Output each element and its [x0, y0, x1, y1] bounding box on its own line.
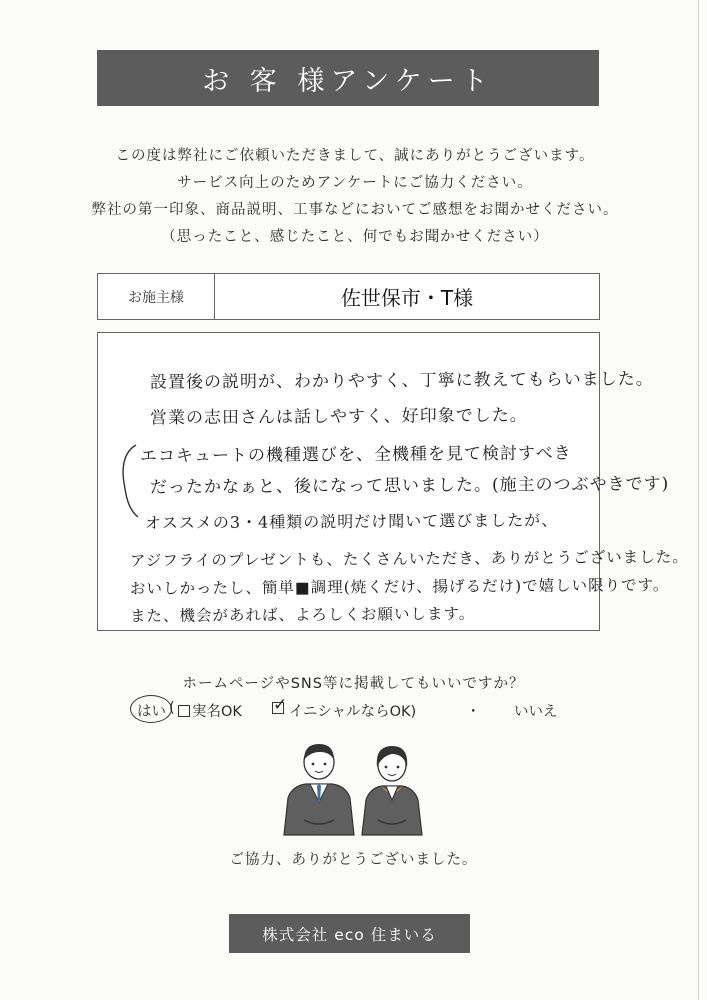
- separator: ・: [466, 704, 481, 720]
- yes-option[interactable]: はい: [137, 704, 166, 720]
- two-staff-bowing-illustration-icon: [280, 740, 430, 840]
- comment-line: エコキュートの機種選びを、全機種を見て検討すべき: [139, 443, 572, 467]
- intro-line: （思ったこと、感じたこと、何でもお聞かせください）: [161, 229, 549, 245]
- no-option[interactable]: いいえ: [514, 704, 558, 720]
- comment-line: 設置後の説明が、わかりやすく、丁寧に教えてもらいました。: [149, 369, 654, 393]
- survey-title: お 客 様アンケート: [97, 50, 599, 106]
- publish-question: ホームページやSNS等に掲載してもいいですか？: [182, 676, 525, 692]
- intro-text: [50, 143, 660, 251]
- check-mark-icon: ✓: [273, 695, 288, 715]
- comment-line: だったかなぁと、後になって思いました。(施主のつぶやきです): [149, 474, 670, 498]
- handwritten-bracket-icon: [118, 441, 140, 521]
- comment-line: また、機会があれば、よろしくお願いします。: [129, 604, 476, 626]
- initials-label: イニシャルならOK): [289, 704, 417, 720]
- company-name: 株式会社 eco 住まいる: [229, 914, 470, 953]
- customer-box: [97, 273, 600, 320]
- publish-options: [0, 697, 707, 723]
- open-paren: (: [169, 700, 175, 716]
- comment-line: おいしかったし、簡単■調理(焼くだけ、揚げるだけ)で嬉しい限りです。: [129, 576, 670, 598]
- intro-line: この度は弊社にご依頼いただきまして、誠にありがとうございます。: [115, 148, 595, 164]
- realname-option[interactable]: [178, 700, 242, 721]
- intro-line: 弊社の第一印象、商品説明、工事などにおいてご感想をお聞かせください。: [91, 202, 619, 218]
- customer-name: 佐世保市・T様: [340, 286, 474, 310]
- realname-label: 実名OK: [192, 704, 242, 720]
- comment-line: オススメの3・4種類の説明だけ聞いて選びましたが、: [144, 510, 559, 533]
- intro-line: サービス向上のためアンケートにご協力ください。: [177, 175, 533, 191]
- customer-label: お施主様: [98, 274, 215, 319]
- comment-line: 営業の志田さんは話しやすく、好印象でした。: [149, 405, 528, 429]
- thanks-message: ご協力、ありがとうございました。: [229, 852, 478, 868]
- comment-line: アジフライのプレゼントも、たくさんいただき、ありがとうございました。: [129, 548, 689, 570]
- realname-checkbox[interactable]: [178, 705, 190, 717]
